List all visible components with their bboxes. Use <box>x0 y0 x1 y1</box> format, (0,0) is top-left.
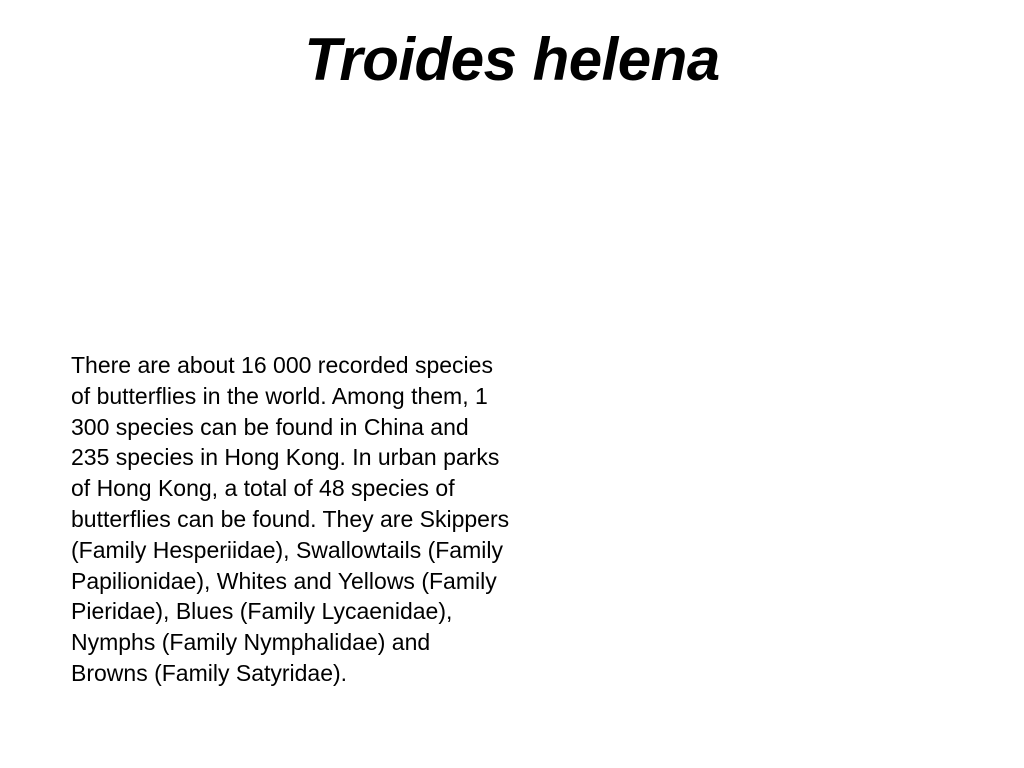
body-line: Pieridae), Blues (Family Lycaenidae), <box>71 598 453 625</box>
body-line: (Family Hesperiidae), Swallowtails (Family <box>71 536 503 563</box>
body-line: 300 species can be found in China and <box>71 413 469 440</box>
slide-title: Troides helena <box>304 26 720 93</box>
body-line: Papilionidae), Whites and Yellows (Family <box>71 567 497 594</box>
body-line: Browns (Family Satyridae). <box>71 659 348 686</box>
body-line: of Hong Kong, a total of 48 species of <box>71 475 455 502</box>
body-line: There are about 16 000 recorded species <box>71 352 493 378</box>
body-line: of butterflies in the world. Among them, 1 <box>71 382 488 409</box>
body-line: 235 species in Hong Kong. In urban parks <box>71 444 500 471</box>
body-line: butterflies can be found. They are Skippers <box>71 505 510 532</box>
body-paragraph <box>71 350 571 689</box>
body-line: Nymphs (Family Nymphalidae) and <box>71 629 431 656</box>
